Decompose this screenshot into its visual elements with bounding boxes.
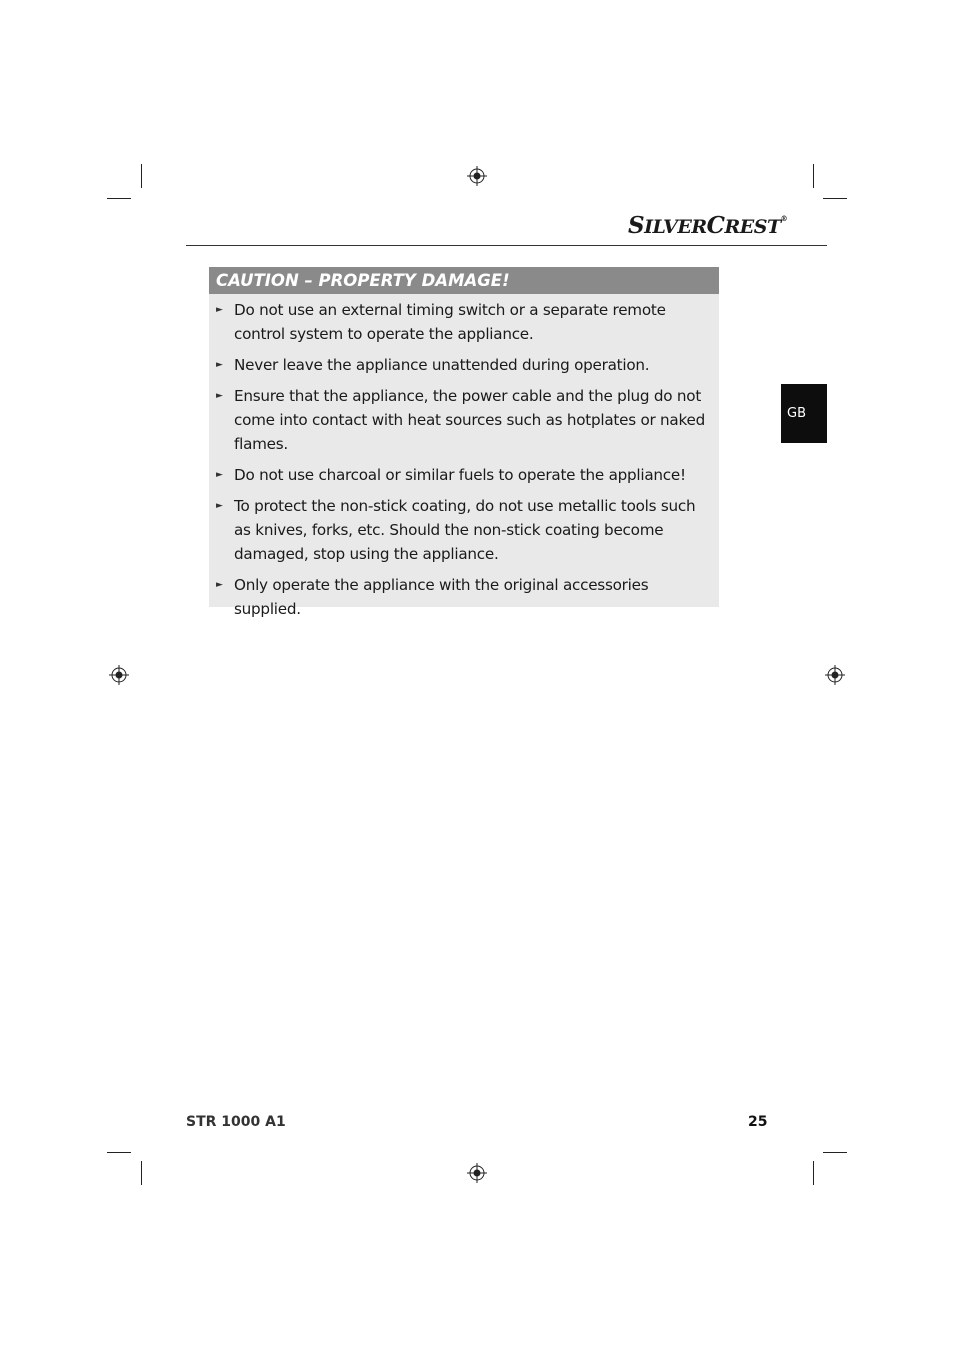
registration-mark-icon [825,665,845,685]
crop-mark [813,164,814,188]
brand-logo: SILVERCREST® [628,212,788,239]
crop-mark [107,198,131,199]
arrow-bullet-icon: ► [216,501,223,511]
list-item: ► Ensure that the appliance, the power cable and the plug do not come into contact with heat sources such as hotplates or naked flames. [209,384,719,456]
arrow-bullet-icon: ► [216,360,223,370]
crop-mark [813,1161,814,1185]
list-item: ► Do not use charcoal or similar fuels to operate the appliance! [209,463,719,487]
list-item: ► Do not use an external timing switch or a separate remote control system to operate the appliance. [209,298,719,346]
caution-list [209,294,719,621]
registration-mark-icon [467,1163,487,1183]
header-divider [186,245,827,246]
list-item: ► To protect the non-stick coating, do not use metallic tools such as knives, forks, etc. Should the non-stick coating become damaged, stop using the appliance. [209,494,719,566]
list-item: ► Never leave the appliance unattended during operation. [209,353,719,377]
arrow-bullet-icon: ► [216,391,223,401]
crop-mark [141,164,142,188]
crop-mark [823,198,847,199]
caution-title: CAUTION – PROPERTY DAMAGE! [209,267,719,294]
caution-box [209,267,719,618]
arrow-bullet-icon: ► [216,580,223,590]
language-tab [781,384,827,443]
page-number: 25 [748,1114,768,1130]
registration-mark-icon [109,665,129,685]
arrow-bullet-icon: ► [216,305,223,315]
crop-mark [823,1152,847,1153]
footer-model: STR 1000 A1 [186,1114,286,1130]
registration-mark-icon [467,166,487,186]
list-item: ► Only operate the appliance with the original accessories supplied. [209,573,719,621]
crop-mark [141,1161,142,1185]
arrow-bullet-icon: ► [216,470,223,480]
crop-mark [107,1152,131,1153]
language-tab-label: GB [787,406,806,421]
